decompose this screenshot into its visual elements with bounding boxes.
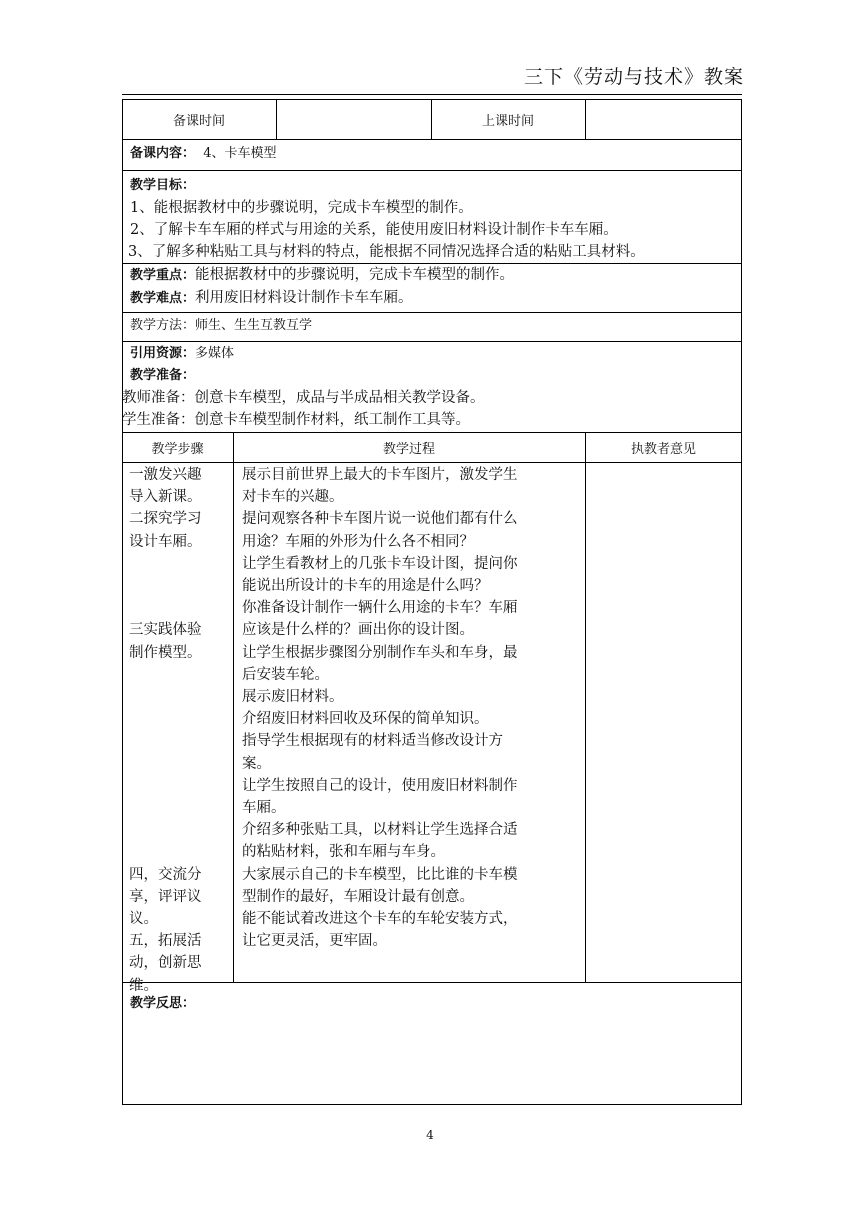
reflection-label: 教学反思：	[130, 996, 196, 1011]
process-line: 用途？车厢的外形为什么各不相同？	[242, 533, 474, 550]
lesson-content-value: 4、卡车模型	[203, 146, 277, 161]
process-line: 介绍多种张贴工具，以材料让学生选择合适	[242, 822, 518, 839]
process-line: 大家展示自己的卡车模型，比比谁的卡车模	[242, 866, 518, 883]
process-line: 你准备设计制作一辆什么用途的卡车？车厢	[242, 600, 518, 617]
step-line: 维。	[129, 977, 158, 994]
prep-time-value	[276, 99, 431, 139]
lesson-content-label: 备课内容：	[130, 146, 196, 161]
difficulty-value: 利用废旧材料设计制作卡车车厢。	[195, 290, 413, 306]
resources-label: 引用资源：	[130, 346, 196, 361]
col-divider	[233, 432, 234, 982]
step-line	[129, 775, 229, 797]
step-line: 四，交流分	[129, 866, 202, 883]
row-divider	[122, 170, 742, 171]
process-line: 指导学生根据现有的材料适当修改设计方	[242, 733, 503, 750]
step-line: 设计车厢。	[129, 533, 202, 550]
step-line	[129, 575, 229, 597]
row-divider	[122, 341, 742, 342]
process-line: 案。	[242, 755, 271, 772]
process-line: 让学生看教材上的几张卡车设计图，提问你	[242, 555, 518, 572]
step-line: 二探究学习	[129, 511, 202, 528]
step-line: 导入新课。	[129, 489, 202, 506]
process-line: 能不能试着改进这个卡车的车轮安装方式，	[242, 911, 518, 928]
teaching-method: 教学方法：师生、生生互教互学	[130, 318, 313, 333]
process-line: 应该是什么样的？画出你的设计图。	[242, 622, 474, 639]
difficulty-label: 教学难点：	[130, 291, 196, 306]
process-line: 展示废旧材料。	[242, 689, 344, 706]
lesson-content	[130, 144, 740, 164]
process-line: 介绍废旧材料回收及环保的简单知识。	[242, 711, 489, 728]
teacher-preparation: 教师准备：创意卡车模型，成品与半成品相关教学设备。	[122, 390, 485, 406]
document-header: 三下《劳动与技术》教案	[523, 66, 744, 88]
header-rule	[122, 94, 742, 95]
process-line: 提问观察各种卡车图片说一说他们都有什么	[242, 511, 518, 528]
process-line: 能说出所设计的卡车的用途是什么吗？	[242, 578, 489, 595]
step-line	[129, 753, 229, 775]
row-divider	[122, 312, 742, 313]
process-line: 的粘贴材料，张和车厢与车身。	[242, 844, 445, 861]
step-line	[129, 597, 229, 619]
step-line: 议。	[129, 911, 158, 928]
step-line	[129, 664, 229, 686]
step-line: 制作模型。	[129, 644, 202, 661]
objective-item: 1、能根据教材中的步骤说明，完成卡车模型的制作。	[130, 200, 473, 216]
step-line: 一激发兴趣	[129, 467, 202, 483]
step-line	[129, 686, 229, 708]
class-time-label: 上课时间	[481, 113, 534, 129]
header-steps: 教学步骤	[151, 441, 204, 457]
step-line: 动，创新思	[129, 955, 202, 972]
process-line: 后安装车轮。	[242, 666, 329, 683]
objective-item: 3、了解多种粘贴工具与材料的特点，能根据不同情况选择合适的粘贴工具材料。	[128, 244, 645, 260]
row-divider	[122, 139, 742, 140]
process-line: 对卡车的兴趣。	[242, 489, 344, 506]
step-line: 三实践体验	[129, 622, 202, 639]
process-line: 让学生按照自己的设计，使用废旧材料制作	[242, 777, 518, 794]
header-opinion: 执教者意见	[630, 441, 696, 457]
step-line: 五，拓展活	[129, 933, 202, 950]
resources-preparation	[122, 343, 740, 431]
step-line	[129, 797, 229, 819]
step-line	[129, 730, 229, 752]
step-line	[129, 841, 229, 863]
col-divider	[585, 432, 586, 982]
process-line: 车厢。	[242, 800, 286, 817]
objective-item: 2、了解卡车车厢的样式与用途的关系，能使用废旧材料设计制作卡车车厢。	[130, 222, 618, 238]
page-number: 4	[426, 1128, 434, 1142]
teaching-objectives	[130, 175, 740, 263]
process-column	[242, 464, 582, 952]
step-line: 享，评评议	[129, 888, 202, 905]
key-point-value: 能根据教材中的步骤说明，完成卡车模型的制作。	[195, 267, 515, 283]
preparation-label: 教学准备：	[130, 368, 196, 383]
header-process: 教学过程	[382, 441, 435, 457]
prep-time-label: 备课时间	[172, 113, 225, 129]
resources-value: 多媒体	[195, 346, 235, 361]
process-line: 让它更灵活，更牢固。	[242, 933, 387, 950]
student-preparation: 学生准备：创意卡车模型制作材料，纸工制作工具等。	[122, 412, 470, 428]
key-points	[130, 264, 740, 310]
class-time-value	[585, 99, 742, 139]
step-line	[129, 708, 229, 730]
objectives-label: 教学目标：	[130, 178, 196, 193]
teaching-reflection	[130, 994, 740, 1014]
process-line: 让学生根据步骤图分别制作车头和车身，最	[242, 644, 518, 661]
process-line: 展示目前世界上最大的卡车图片，激发学生	[242, 467, 518, 483]
step-line	[129, 553, 229, 575]
process-line: 型制作的最好，车厢设计最有创意。	[242, 888, 474, 905]
row-divider	[122, 462, 742, 463]
steps-column	[129, 464, 229, 997]
key-point-label: 教学重点：	[130, 268, 196, 283]
step-line	[129, 819, 229, 841]
